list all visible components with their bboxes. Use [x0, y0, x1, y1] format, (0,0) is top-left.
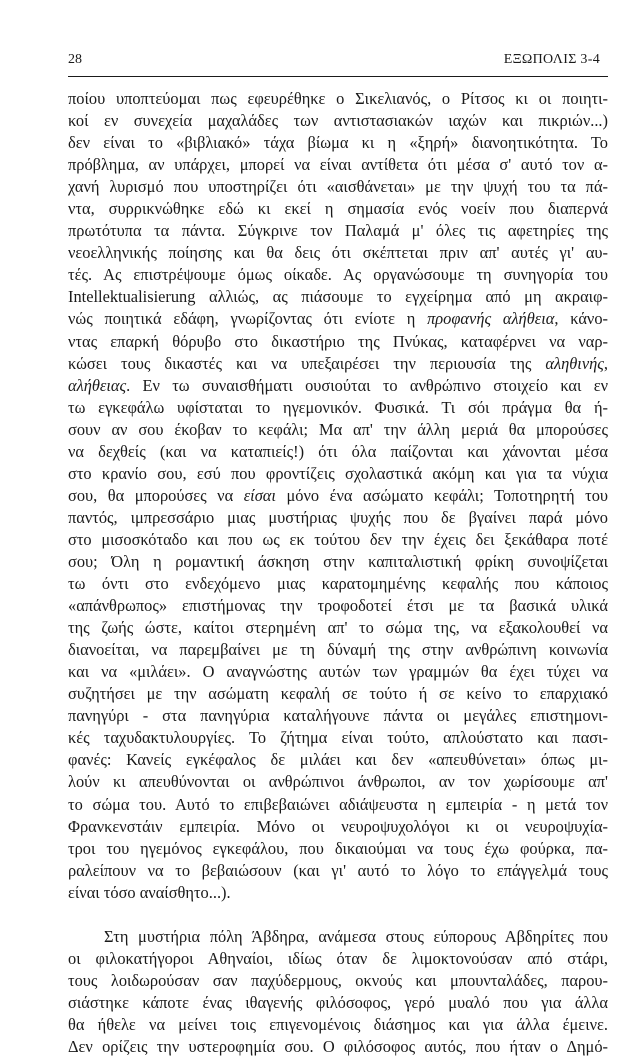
italic-text: είσαι — [243, 485, 276, 505]
text-line: πρωτότυπα τα πάντα. Σύγκρινε τον Παλαμά μ' όλες τις αφετηρίες της — [68, 221, 608, 241]
text-line: Στη μυστήρια πόλη Άβδηρα, ανάμεσα στους εύπορους Αβδηρίτες που — [104, 926, 608, 946]
paragraph — [68, 88, 608, 904]
text-line: οι φιλοκατήγοροι Αθηναίοι, ιδίως όταν δε λιμοκτονούσαν από στάρι, — [68, 948, 608, 968]
text-line: το σώμα του. Αυτό το επιβεβαιώνει αδιάψευστα η εμπειρία - η μετά τον — [68, 794, 608, 814]
text-run: σου, θα μπορούσες να — [68, 485, 244, 505]
text-run: νώς ποιητικά εδάφη, γνωρίζοντας ότι ενίοτε η — [68, 309, 428, 329]
page-number: 28 — [68, 52, 82, 67]
text-line: να δεχθείς (και να καταπιείς!) ότι όλα παίζονται και χάνονται μέσα — [68, 441, 608, 461]
text-line: τω εγκεφάλω υφίσταται το ηγεμονικόν. Φυσικά. Τι σόι πράγμα θα ή- — [68, 397, 608, 417]
text-line: παντός, ιμπρεσσάριο μιας μυστήριας ψυχής που δε βγαίνει παρά μόνο — [68, 507, 608, 527]
text-line: ντα, συρρικνώθηκε εδώ κι εκεί η σημασία ενός νοείν που διαπερνά — [68, 199, 608, 219]
text-line: κοί εν συνεχεία μαχαλάδες των αντιστασιακών ιαχών και πικριών...) — [68, 111, 608, 131]
text-line: της ζωής ώστε, καίτοι στερημένη απ' το σώμα της, να εξακολουθεί να — [68, 618, 608, 638]
text-run: , κάνο- — [554, 309, 608, 329]
text-line: λούν κι απευθύνονται οι ανθρώπινοι άνθρωποι, αν τον χωρίσουμε απ' — [68, 772, 608, 792]
text-line — [68, 485, 608, 507]
text-run: κώσει τους δικαστές και να υπεξαιρέσει την περιουσία της — [68, 353, 546, 373]
text-line — [68, 353, 608, 375]
page-header — [68, 52, 600, 72]
text-line: ντας επαρκή θόρυβο στο δικαστήριο της Πνύκας, καταφέρνει να ναρ- — [68, 331, 608, 351]
text-line: τές. Ας επιστρέψουμε όμως οίκαδε. Ας οργανώσουμε τη συνηγορία του — [68, 265, 608, 285]
italic-text: αλήθειας — [68, 375, 127, 395]
text-run: , — [603, 353, 608, 373]
text-line: «απάνθρωπος» επιστήμονας την τροφοδοτεί έτσι με τα βασικά υλικά — [68, 596, 608, 616]
italic-text: προφανής αλήθεια — [427, 309, 555, 329]
paragraph-gap — [68, 904, 608, 926]
text-line: πανηγύρι - στα πανηγύρια καταλήγουνε πάντα οι μεγάλες επιστημονι- — [68, 706, 608, 726]
text-line: στο μισοσκόταδο και που ως εκ τούτου δεν την έχεις δει ξεκάθαρα ποτέ — [68, 529, 608, 549]
text-line: ραλείπουν να το βεβαιώσουν (και γι' αυτό το λόγο το επάγγελμά τους — [68, 860, 608, 880]
text-line: κές ταχυδακτυλουργίες. Το ζήτημα είναι τούτο, απλούστατο και πασι- — [68, 728, 608, 748]
text-line: σιάστηκε κάποτε ένας ιθαγενής φιλόσοφος, γερό μυαλό που για άλλα — [68, 992, 608, 1012]
text-line: σουν αν σου έκοβαν το κεφάλι; Μα απ' την άλλη μεριά θα μπορούσες — [68, 419, 608, 439]
text-line: Φρανκενστάιν εμπειρία. Μόνο οι νευροψυχολόγοι κι οι νευροψυχία- — [68, 816, 608, 836]
text-line — [68, 308, 608, 330]
body-text — [68, 88, 608, 1058]
text-line — [68, 375, 608, 397]
text-line: στο κρανίο σου, εσύ που φροντίζεις σχολαστικά ακόμη και για τα νύχια — [68, 463, 608, 483]
text-line: δεν είναι το «βιβλιακό» τάχα βίωμα κι η «ξηρή» διανοητικότητα. Το — [68, 133, 608, 153]
text-line: πρόβλημα, αν υπάρχει, μπορεί να είναι αντίθετα ότι μέσα σ' αυτό τον α- — [68, 155, 608, 175]
text-line: Intellektualisierung αλλιώς, ας πιάσουμε το εγχείρημα από μη ακραιφ- — [68, 287, 608, 307]
text-run: . Εν τω συναισθήματι ουσιούται το ανθρώπινο στοιχείο και εν — [126, 375, 608, 395]
text-line: και να «μιλάει». Ο αναγνώστης αυτών των γραμμών θα έχει τύχει να — [68, 662, 608, 682]
text-line: συζητήσει με την ασώματη κεφαλή σε τούτο ή σε κείνο το επαρχιακό — [68, 684, 608, 704]
paragraph — [68, 926, 608, 1058]
text-run: μόνο ένα ασώματο κεφάλι; Τοποτηρητή του — [275, 485, 609, 505]
text-line: φανές: Κανείς εγκέφαλος δε μιλάει και δεν «απευθύνεται» όπως μι- — [68, 750, 608, 770]
header-rule — [68, 76, 608, 77]
text-line: σου; Όλη η ρομαντική άσκηση στην καπιταλιστική φρίκη συνοψίζεται — [68, 551, 608, 571]
text-line: είναι τόσο αναίσθητο...). — [68, 882, 231, 902]
text-line: διανοείται, να παρεμβαίνει με τη δύναμή της στην ανθρώπινη κοινωνία — [68, 640, 608, 660]
text-line: τους λοιδωρούσαν σαν παχύδερμους, οκνούς και μπουνταλάδες, παρου- — [68, 970, 608, 990]
text-line: νεοελληνικής ποίησης και θα δεις ότι σκέπτεται πριν απ' αυτές γι' αυ- — [68, 243, 608, 263]
text-line: τροι του ηγεμόνος εγκεφάλου, που δικαιούμαι να τους έχω φούρκα, πα- — [68, 838, 608, 858]
text-line: χανή λυρισμό που υποστηρίζει ότι «αισθάνεται» με την ψυχή του τα πά- — [68, 177, 608, 197]
text-line: τω όντι στο ενδεχόμενο μιας καρατομημένης κεφαλής που κάποιος — [68, 574, 608, 594]
text-line: ποίου υποπτεύομαι πως εφευρέθηκε ο Σικελιανός, ο Ρίτσος κι οι ποιητι- — [68, 89, 608, 108]
text-line: θα ήθελε να μείνει τοις επιγενομένοις διάσημος και για άλλα έμεινε. — [68, 1014, 608, 1034]
running-title: ΕΞΩΠΟΛΙΣ 3-4 — [503, 52, 600, 67]
text-line: Δεν ορίζεις την υστεροφημία σου. Ο φιλόσοφος αυτός, που ήταν ο Δημό- — [68, 1037, 608, 1057]
italic-text: αληθινής — [545, 353, 604, 373]
